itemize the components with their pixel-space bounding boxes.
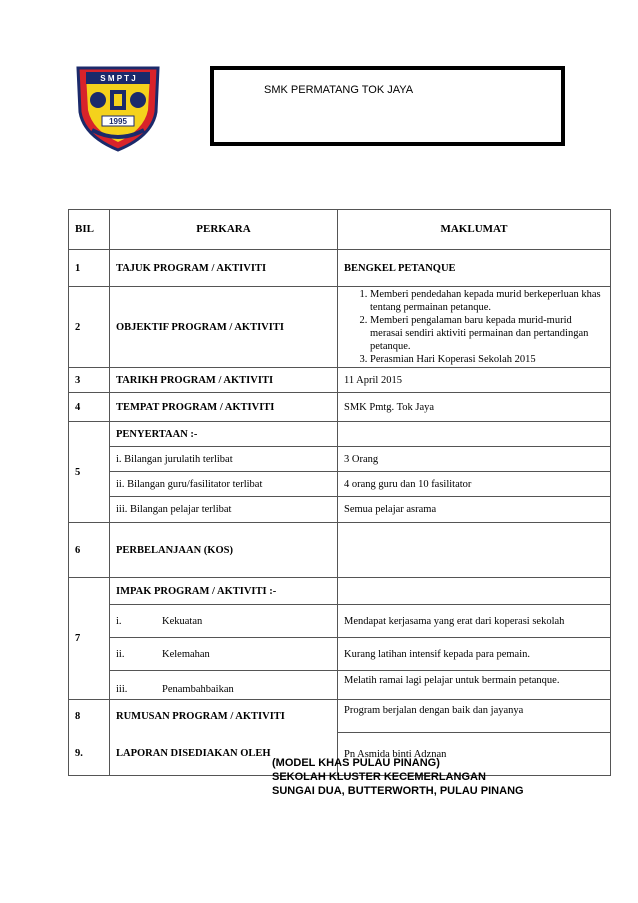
row-number: 4 xyxy=(69,393,110,422)
school-name-box xyxy=(210,66,565,146)
table-row xyxy=(69,368,611,393)
row-number: 3 xyxy=(69,368,110,393)
sub-label xyxy=(110,671,338,700)
row-number: 2 xyxy=(69,287,110,368)
sub-value: 3 Orang xyxy=(338,447,611,472)
table-row xyxy=(69,700,611,733)
table-row xyxy=(69,638,611,671)
table-row xyxy=(69,447,611,472)
header-perkara: PERKARA xyxy=(110,210,338,250)
sub-value: Mendapat kerjasama yang erat dari koperasi sekolah xyxy=(338,605,611,638)
table-row xyxy=(69,472,611,497)
row-value xyxy=(338,422,611,447)
row-value: Pn Asmida binti Adznan xyxy=(338,733,611,776)
row-value: Program berjalan dengan baik dan jayanya xyxy=(338,700,611,733)
objective-item: 2. Memberi pengalaman baru kepada murid-murid merasai sendiri aktiviti permainan dan pertandingan petanque. xyxy=(370,314,604,353)
row-number: 8 xyxy=(69,700,110,733)
sub-label xyxy=(110,638,338,671)
row-label: TARIKH PROGRAM / AKTIVITI xyxy=(110,368,338,393)
row-value xyxy=(338,578,611,605)
table-row xyxy=(69,671,611,700)
table-row xyxy=(69,393,611,422)
table-row xyxy=(69,422,611,447)
row-label: IMPAK PROGRAM / AKTIVITI :- xyxy=(110,578,338,605)
row-label: PENYERTAAN :- xyxy=(110,422,338,447)
objective-item: 1. Memberi pendedahan kepada murid berkeperluan khas tentang permainan petanque. xyxy=(370,288,604,314)
sub-value: Melatih ramai lagi pelajar untuk bermain petanque. xyxy=(338,671,611,700)
row-label: OBJEKTIF PROGRAM / AKTIVITI xyxy=(110,287,338,368)
row-label: LAPORAN DISEDIAKAN OLEH xyxy=(110,733,338,776)
header-bil: BIL xyxy=(69,210,110,250)
row-value: SMK Pmtg. Tok Jaya xyxy=(338,393,611,422)
sub-label-text: Kelemahan xyxy=(162,648,210,660)
row-value: BENGKEL PETANQUE xyxy=(338,250,611,287)
header-maklumat: MAKLUMAT xyxy=(338,210,611,250)
row-number: 9. xyxy=(69,733,110,776)
sub-label: ii. Bilangan guru/fasilitator terlibat xyxy=(110,472,338,497)
table-row xyxy=(69,250,611,287)
logo-year: 1995 xyxy=(109,117,127,126)
sub-value: Semua pelajar asrama xyxy=(338,497,611,523)
sub-label xyxy=(110,605,338,638)
objectives-cell xyxy=(338,287,611,368)
row-value: 11 April 2015 xyxy=(338,368,611,393)
program-report-table xyxy=(68,209,611,776)
footer-line: SUNGAI DUA, BUTTERWORTH, PULAU PINANG xyxy=(272,785,524,797)
row-number: 5 xyxy=(69,422,110,523)
school-logo xyxy=(72,64,164,152)
row-label: TEMPAT PROGRAM / AKTIVITI xyxy=(110,393,338,422)
footer-line: (MODEL KHAS PULAU PINANG) xyxy=(272,757,440,769)
row-label: TAJUK PROGRAM / AKTIVITI xyxy=(110,250,338,287)
school-footer xyxy=(272,756,524,798)
table-row xyxy=(69,605,611,638)
row-value xyxy=(338,523,611,578)
sub-label: i. Bilangan jurulatih terlibat xyxy=(110,447,338,472)
sub-number: iii. xyxy=(116,684,128,695)
sub-value: 4 orang guru dan 10 fasilitator xyxy=(338,472,611,497)
table-row xyxy=(69,287,611,368)
objectives-list xyxy=(344,288,604,366)
row-number: 1 xyxy=(69,250,110,287)
objective-item: 3. Perasmian Hari Koperasi Sekolah 2015 xyxy=(370,353,604,366)
logo-top-text: S M P T J xyxy=(100,74,136,83)
table-header-row xyxy=(69,210,611,250)
sub-label-text: Penambahbaikan xyxy=(162,684,234,695)
table-row xyxy=(69,523,611,578)
row-label: RUMUSAN PROGRAM / AKTIVITI xyxy=(110,700,338,733)
sub-label: iii. Bilangan pelajar terlibat xyxy=(110,497,338,523)
table-row xyxy=(69,578,611,605)
school-name: SMK PERMATANG TOK JAYA xyxy=(264,84,414,96)
sub-value: Kurang latihan intensif kepada para pemain. xyxy=(338,638,611,671)
table-row xyxy=(69,497,611,523)
footer-line: SEKOLAH KLUSTER KECEMERLANGAN xyxy=(272,771,486,783)
row-number: 6 xyxy=(69,523,110,578)
sub-number: ii. xyxy=(116,648,125,660)
sub-number: i. xyxy=(116,615,122,627)
row-number: 7 xyxy=(69,578,110,700)
row-label: PERBELANJAAN (KOS) xyxy=(110,523,338,578)
sub-label-text: Kekuatan xyxy=(162,615,203,627)
